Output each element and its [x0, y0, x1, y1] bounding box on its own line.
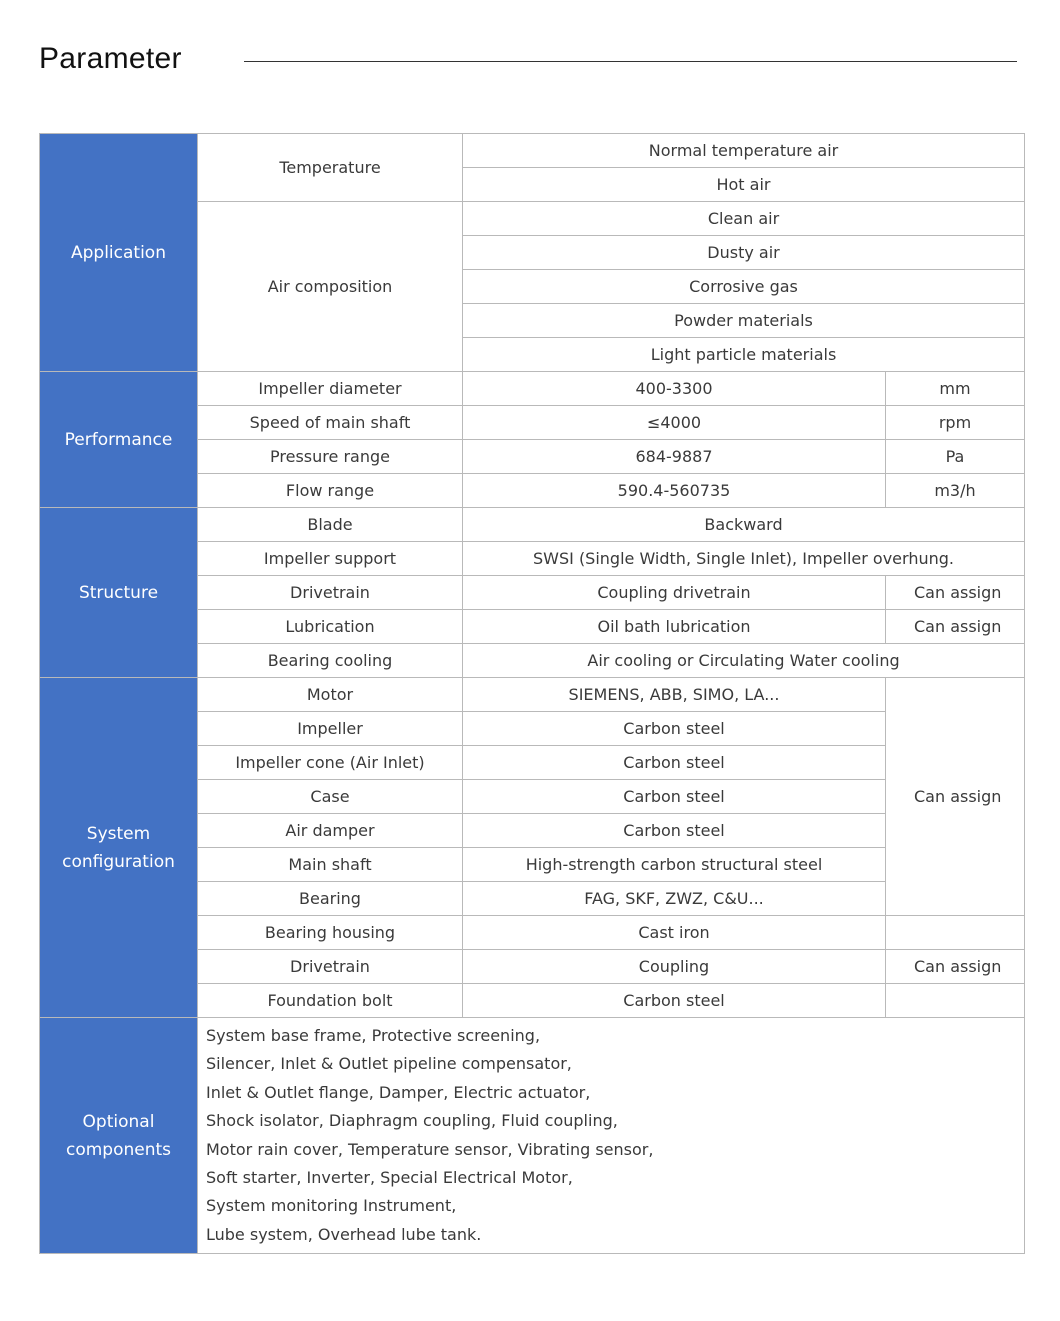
table-row: [40, 1018, 1025, 1254]
param-cell: Impeller diameter: [198, 372, 463, 406]
param-cell: Bearing cooling: [198, 644, 463, 678]
value-cell: Coupling drivetrain: [463, 576, 886, 610]
value-cell: FAG, SKF, ZWZ, C&U...: [463, 882, 886, 916]
table-row: [40, 678, 1025, 712]
value-cell: High-strength carbon structural steel: [463, 848, 886, 882]
note-cell-group: Can assign: [886, 678, 1025, 916]
parameter-table: [39, 133, 1025, 1254]
unit-cell: rpm: [886, 406, 1025, 440]
param-cell: Impeller cone (Air Inlet): [198, 746, 463, 780]
note-cell: [886, 916, 1025, 950]
value-cell: Light particle materials: [463, 338, 1025, 372]
param-cell: Blade: [198, 508, 463, 542]
value-cell: Carbon steel: [463, 746, 886, 780]
value-cell: Carbon steel: [463, 712, 886, 746]
value-cell: Carbon steel: [463, 984, 886, 1018]
param-cell: Main shaft: [198, 848, 463, 882]
value-cell: Carbon steel: [463, 780, 886, 814]
value-cell: SIEMENS, ABB, SIMO, LA...: [463, 678, 886, 712]
optional-components-list: [198, 1018, 1025, 1254]
value-cell: 590.4-560735: [463, 474, 886, 508]
value-cell: Powder materials: [463, 304, 1025, 338]
param-cell: Impeller support: [198, 542, 463, 576]
category-label-line: components: [65, 1139, 172, 1160]
value-cell: Clean air: [463, 202, 1025, 236]
param-cell: Lubrication: [198, 610, 463, 644]
value-cell: Air cooling or Circulating Water cooling: [463, 644, 1025, 678]
category-label-line: configuration: [62, 851, 175, 872]
param-cell: Drivetrain: [198, 950, 463, 984]
category-label-line: Optional: [82, 1111, 155, 1132]
list-item: Motor rain cover, Temperature sensor, Vibrating sensor,: [206, 1139, 654, 1159]
value-cell: 400-3300: [463, 372, 886, 406]
note-cell: Can assign: [886, 950, 1025, 984]
param-cell: Pressure range: [198, 440, 463, 474]
param-cell: Case: [198, 780, 463, 814]
value-cell: Carbon steel: [463, 814, 886, 848]
param-temperature: Temperature: [198, 134, 463, 202]
value-cell: ≤4000: [463, 406, 886, 440]
value-cell: Coupling: [463, 950, 886, 984]
value-cell: Normal temperature air: [463, 134, 1025, 168]
note-cell: Can assign: [886, 576, 1025, 610]
value-cell: SWSI (Single Width, Single Inlet), Impeller overhung.: [463, 542, 1025, 576]
list-item: System monitoring Instrument,: [206, 1196, 457, 1216]
param-cell: Motor: [198, 678, 463, 712]
list-item: Lube system, Overhead lube tank.: [206, 1224, 482, 1244]
unit-cell: mm: [886, 372, 1025, 406]
value-cell: 684-9887: [463, 440, 886, 474]
value-cell: Oil bath lubrication: [463, 610, 886, 644]
param-cell: Speed of main shaft: [198, 406, 463, 440]
value-cell: Cast iron: [463, 916, 886, 950]
category-application: Application: [40, 134, 198, 372]
value-cell: Backward: [463, 508, 1025, 542]
param-cell: Foundation bolt: [198, 984, 463, 1018]
list-item: Inlet & Outlet flange, Damper, Electric actuator,: [206, 1082, 591, 1102]
table-row: [40, 372, 1025, 406]
param-cell: Flow range: [198, 474, 463, 508]
param-air-composition: Air composition: [198, 202, 463, 372]
category-optional-components: [40, 1018, 198, 1254]
list-item: Silencer, Inlet & Outlet pipeline compensator,: [206, 1054, 572, 1074]
unit-cell: Pa: [886, 440, 1025, 474]
category-system-configuration: [40, 678, 198, 1018]
category-structure: Structure: [40, 508, 198, 678]
unit-cell: m3/h: [886, 474, 1025, 508]
param-cell: Impeller: [198, 712, 463, 746]
param-cell: Bearing housing: [198, 916, 463, 950]
note-cell: Can assign: [886, 610, 1025, 644]
note-cell: [886, 984, 1025, 1018]
value-cell: Hot air: [463, 168, 1025, 202]
value-cell: Corrosive gas: [463, 270, 1025, 304]
list-item: System base frame, Protective screening,: [206, 1026, 541, 1045]
list-item: Soft starter, Inverter, Special Electrical Motor,: [206, 1168, 573, 1188]
param-cell: Air damper: [198, 814, 463, 848]
param-cell: Bearing: [198, 882, 463, 916]
page-title: Parameter: [39, 42, 182, 75]
list-item: Shock isolator, Diaphragm coupling, Fluid coupling,: [206, 1111, 618, 1131]
table-row: [40, 508, 1025, 542]
param-cell: Drivetrain: [198, 576, 463, 610]
category-label-line: System: [86, 823, 151, 844]
table-row: [40, 134, 1025, 168]
page-header: [39, 40, 1019, 84]
value-cell: Dusty air: [463, 236, 1025, 270]
category-performance: Performance: [40, 372, 198, 508]
title-divider: [244, 61, 1017, 62]
